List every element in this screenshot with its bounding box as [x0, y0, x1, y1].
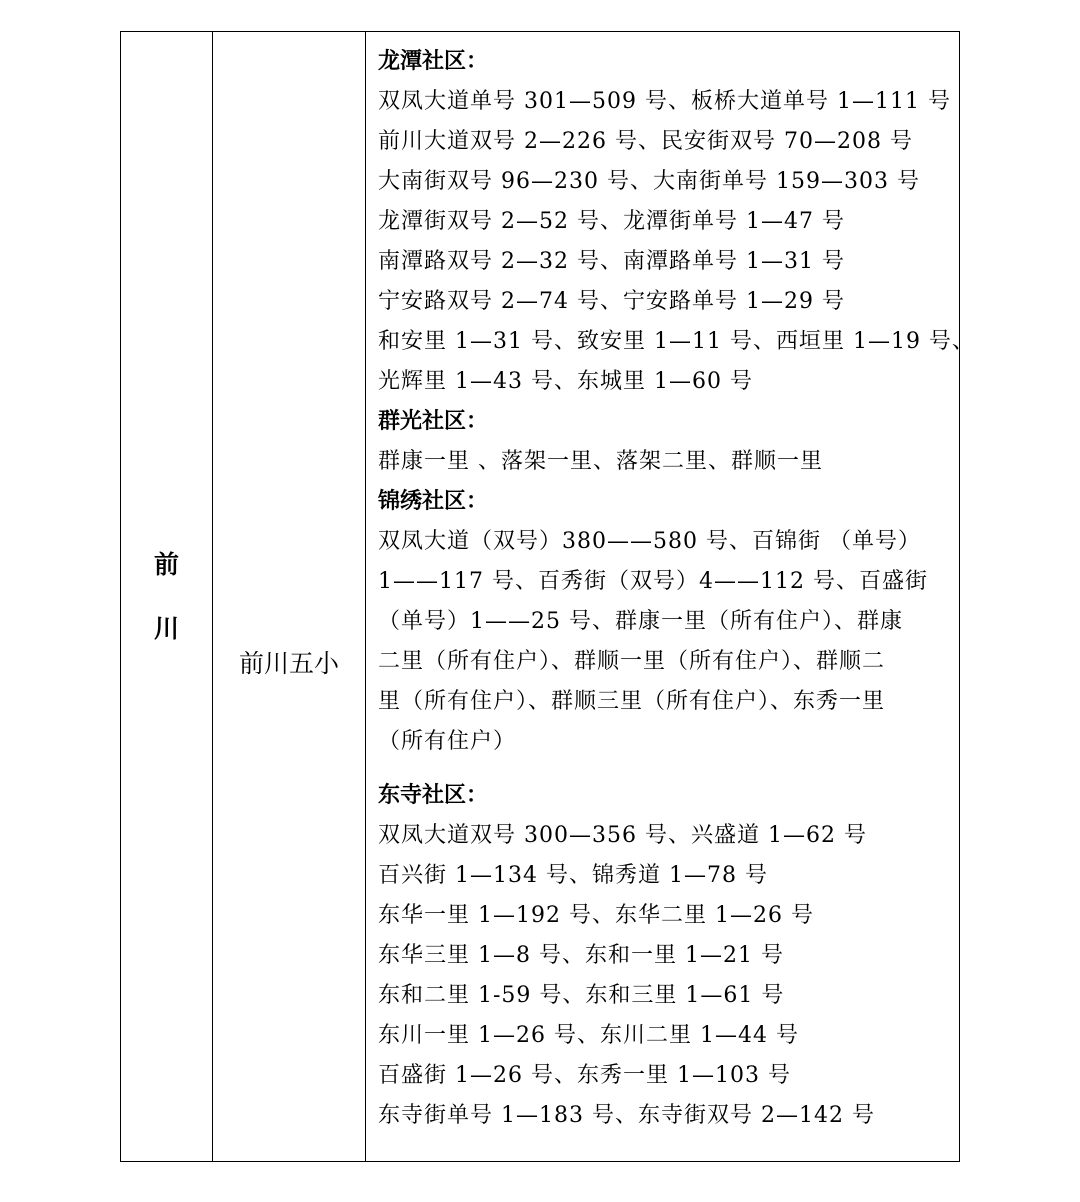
address-line: 双凤大道双号 300—356 号、兴盛道 1—62 号: [378, 823, 867, 848]
address-line: 百盛街 1—26 号、东秀一里 1—103 号: [378, 1063, 791, 1088]
address-line: （单号）1——25 号、群康一里（所有住户）、群康: [378, 609, 903, 634]
community-dongsi: [378, 776, 953, 1136]
address-line: （所有住户）: [378, 729, 517, 754]
address-line: 东华三里 1—8 号、东和一里 1—21 号: [378, 943, 784, 968]
address-line: 宁安路双号 2—74 号、宁安路单号 1—29 号: [378, 289, 845, 314]
community-longtan: [378, 42, 975, 402]
address-line: 东华一里 1—192 号、东华二里 1—26 号: [378, 903, 814, 928]
address-line: 和安里 1—31 号、致安里 1—11 号、西垣里 1—19 号、: [378, 329, 975, 354]
address-line: 前川大道双号 2—226 号、民安街双号 70—208 号: [378, 129, 913, 154]
address-line: 二里（所有住户）、群顺一里（所有住户）、群顺二: [378, 649, 886, 674]
school-cell: [213, 32, 366, 1162]
community-title: 群光社区：: [378, 409, 489, 434]
address-line: 大南街双号 96—230 号、大南街单号 159—303 号: [378, 169, 920, 194]
address-line: 双凤大道单号 301—509 号、板桥大道单号 1—111 号: [378, 89, 951, 114]
street-cell: [121, 32, 213, 1162]
zoning-table: [120, 31, 975, 1162]
address-line: 1——117 号、百秀街（双号）4——112 号、百盛街: [378, 569, 928, 594]
community-title: 龙潭社区：: [378, 49, 489, 74]
address-line: 东和二里 1-59 号、东和三里 1—61 号: [378, 983, 785, 1008]
street-name-char: 川: [153, 613, 179, 643]
address-line: 百兴街 1—134 号、锦秀道 1—78 号: [378, 863, 768, 888]
school-name: 前川五小: [238, 648, 339, 678]
address-line: 光辉里 1—43 号、东城里 1—60 号: [378, 369, 753, 394]
community-title: 东寺社区：: [378, 783, 489, 808]
scope-cell: [366, 32, 975, 1162]
address-line: 双凤大道（双号）380——580 号、百锦街 （单号）: [378, 529, 921, 554]
address-line: 群康一里 、落架一里、落架二里、群顺一里: [378, 449, 823, 474]
address-line: 龙潭街双号 2—52 号、龙潭街单号 1—47 号: [378, 209, 845, 234]
address-line: 东寺街单号 1—183 号、东寺街双号 2—142 号: [378, 1103, 875, 1128]
community-qunguang: [378, 402, 953, 482]
table-row: [121, 32, 960, 1162]
community-jinxiu: [378, 482, 953, 762]
address-line: 东川一里 1—26 号、东川二里 1—44 号: [378, 1023, 799, 1048]
address-line: 南潭路双号 2—32 号、南潭路单号 1—31 号: [378, 249, 845, 274]
street-name: [121, 533, 212, 661]
street-name-char: 前: [153, 549, 179, 579]
address-line: 里（所有住户）、群顺三里（所有住户）、东秀一里: [378, 689, 886, 714]
community-title: 锦绣社区：: [378, 489, 489, 514]
